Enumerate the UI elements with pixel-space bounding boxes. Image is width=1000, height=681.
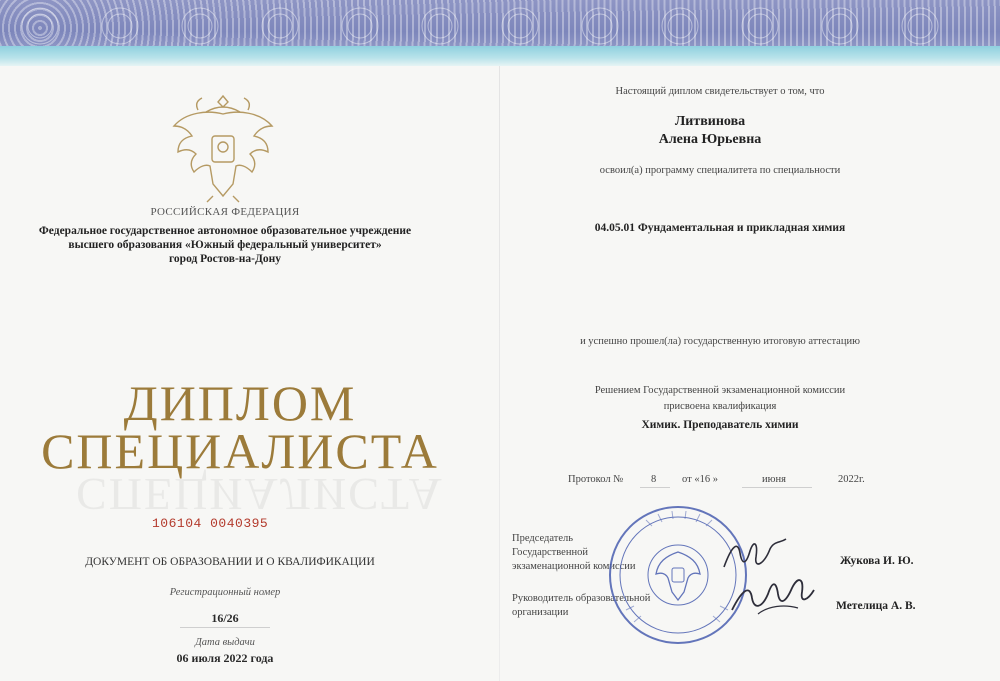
protocol-label: Протокол № (568, 474, 624, 485)
institution-city: город Ростов-на-Дону (168, 253, 282, 265)
chair-title-line: Председатель (512, 533, 574, 544)
qualification: Химик. Преподаватель химии (641, 419, 799, 431)
signature (728, 570, 818, 620)
program-text: освоил(а) программу специалитета по специальности (599, 165, 841, 176)
decision-text: Решением Государственной экзаменационной комиссии (594, 385, 846, 396)
institution-line: высшего образования «Южный федеральный университет» (68, 239, 382, 251)
serial-number: 106104 0040395 (152, 516, 269, 531)
protocol-day: от «16 » (682, 474, 718, 485)
issue-date-label: Дата выдачи (195, 637, 255, 648)
graduate-surname: Литвинова (674, 114, 746, 129)
specialty: 04.05.01 Фундаментальная и прикладная химия (594, 222, 846, 234)
institution-name (10, 224, 440, 266)
protocol-year: 2022г. (838, 474, 865, 485)
institution-line: Федеральное государственное автономное образовательное учреждение (38, 225, 412, 237)
document-type: ДОКУМЕНТ ОБ ОБРАЗОВАНИИ И О КВАЛИФИКАЦИИ (85, 556, 375, 568)
chair-name: Жукова И. Ю. (840, 555, 914, 567)
head-title-line: организации (512, 607, 569, 618)
chair-title-line: Государственной (512, 547, 588, 558)
diploma-title-line1: ДИПЛОМ (123, 375, 357, 431)
decision-text-2: присвоена квалификация (663, 401, 777, 412)
title-watermark: СПЕЦИАЛИСТА (76, 469, 444, 520)
chair-title-line: экзаменационной комиссии (512, 561, 636, 572)
certifies-text: Настоящий диплом свидетельствует о том, что (615, 86, 825, 97)
divider (180, 627, 270, 628)
page-fold (499, 66, 500, 681)
registration-label: Регистрационный номер (169, 587, 281, 598)
registration-number: 16/26 (211, 611, 239, 625)
decorative-band-teal (0, 46, 1000, 66)
issue-date: 06 июля 2022 года (176, 651, 274, 665)
protocol-month: июня (762, 474, 786, 485)
protocol-number: 8 (651, 474, 657, 485)
signature (720, 535, 790, 575)
graduate-given-names: Алена Юрьевна (658, 132, 762, 147)
coat-of-arms-emblem (168, 92, 278, 204)
head-name: Метелица А. В. (836, 600, 916, 612)
divider (640, 487, 670, 488)
head-title-line: Руководитель образовательной (512, 593, 651, 604)
country-name: РОССИЙСКАЯ ФЕДЕРАЦИЯ (150, 206, 300, 218)
attestation-text: и успешно прошел(ла) государственную итоговую аттестацию (580, 336, 860, 347)
divider (742, 487, 812, 488)
diploma-title-line2: СПЕЦИАЛИСТА (41, 423, 439, 479)
